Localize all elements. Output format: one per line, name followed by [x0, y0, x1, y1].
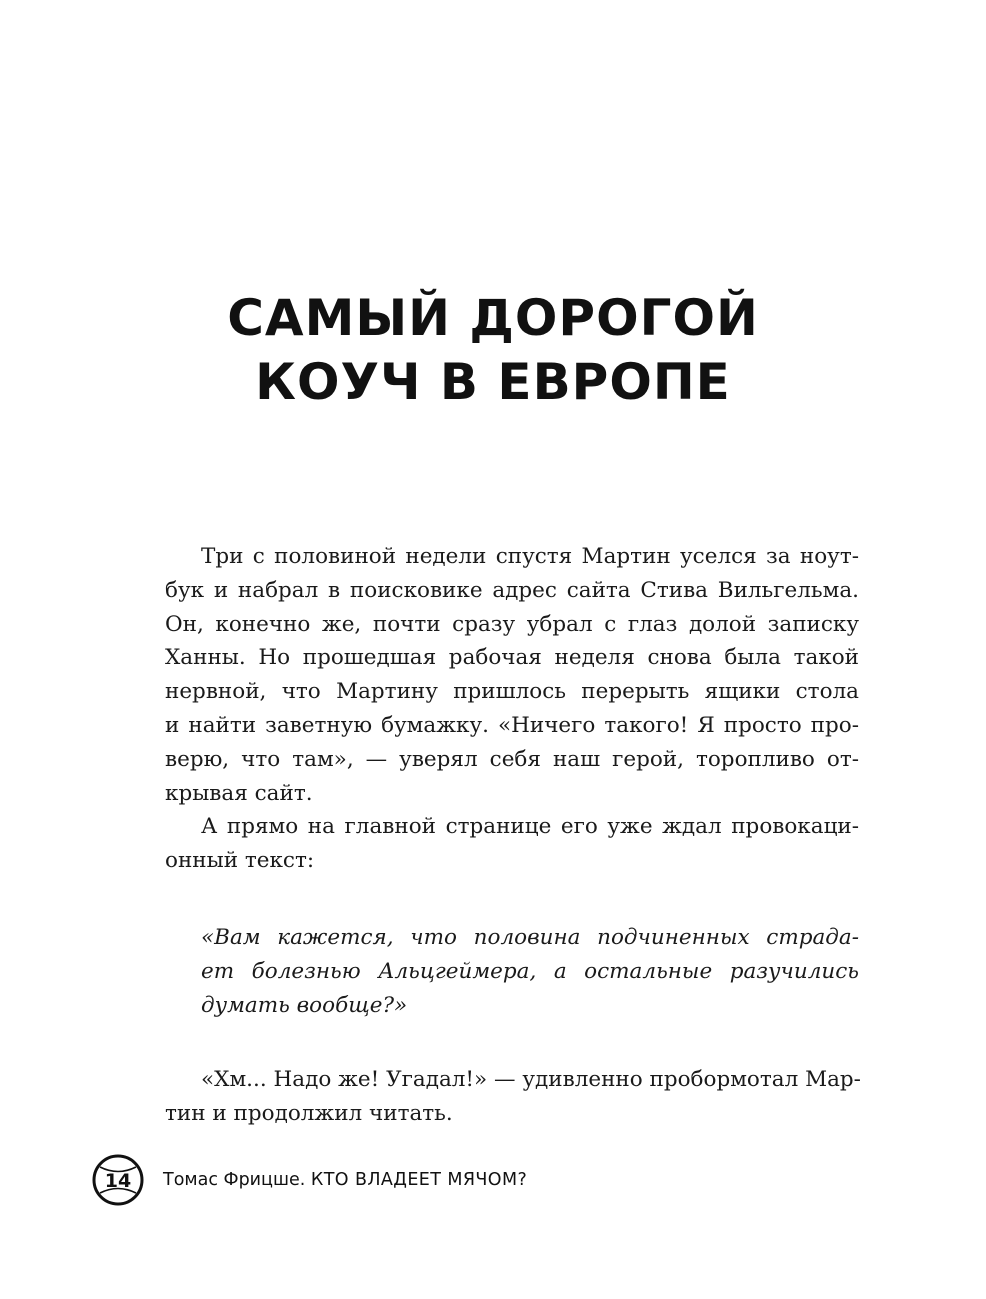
quote-line: ет болезнью Альцгеймера, а остальные разучились — [201, 958, 859, 984]
chapter-title-line-2: КОУЧ В ЕВРОПЕ — [255, 353, 731, 411]
chapter-title — [0, 286, 986, 414]
paragraph-1 — [165, 540, 859, 810]
page-footer — [92, 1151, 527, 1209]
paragraph-line: Ханны. Но прошедшая рабочая неделя снова была такой — [165, 645, 859, 671]
paragraph-line: бук и набрал в поисковике адрес сайта Стива Вильгельма. — [165, 577, 859, 603]
paragraph-line: Он, конечно же, почти сразу убрал с глаз долой записку — [165, 611, 859, 637]
paragraph-2 — [165, 810, 859, 878]
paragraph-line: тин и продолжил читать. — [165, 1100, 453, 1126]
paragraph-line: крывая сайт. — [165, 780, 313, 806]
paragraph-line: и найти заветную бумажку. «Ничего такого! Я просто про- — [165, 712, 859, 738]
paragraph-line: онный текст: — [165, 847, 315, 873]
paragraph-line: Три с половиной недели спустя Мартин уселся за ноут- — [201, 544, 859, 569]
paragraph-line: «Хм... Надо же! Угадал!» — удивленно пробормотал Мар- — [201, 1067, 861, 1092]
paragraph-line: нервной, что Мартину пришлось перерыть ящики стола — [165, 679, 859, 705]
quote-line: думать вообще?» — [201, 992, 408, 1018]
paragraph-line: верю, что там», — уверял себя наш герой, торопливо от- — [165, 746, 859, 772]
running-title — [163, 1170, 527, 1190]
running-title-book: КТО ВЛАДЕЕТ МЯЧОМ? — [310, 1170, 528, 1190]
quote-line: «Вам кажется, что половина подчиненных страда- — [201, 925, 859, 950]
page-number-badge — [92, 1154, 144, 1206]
quote-block — [165, 921, 859, 1022]
paragraph-3 — [165, 1063, 859, 1131]
paragraph-line: А прямо на главной странице его уже ждал провокаци- — [201, 814, 859, 839]
running-title-author: Томас Фрицше. — [163, 1170, 306, 1190]
page-number: 14 — [104, 1170, 132, 1192]
chapter-title-line-1: САМЫЙ ДОРОГОЙ — [227, 289, 759, 347]
